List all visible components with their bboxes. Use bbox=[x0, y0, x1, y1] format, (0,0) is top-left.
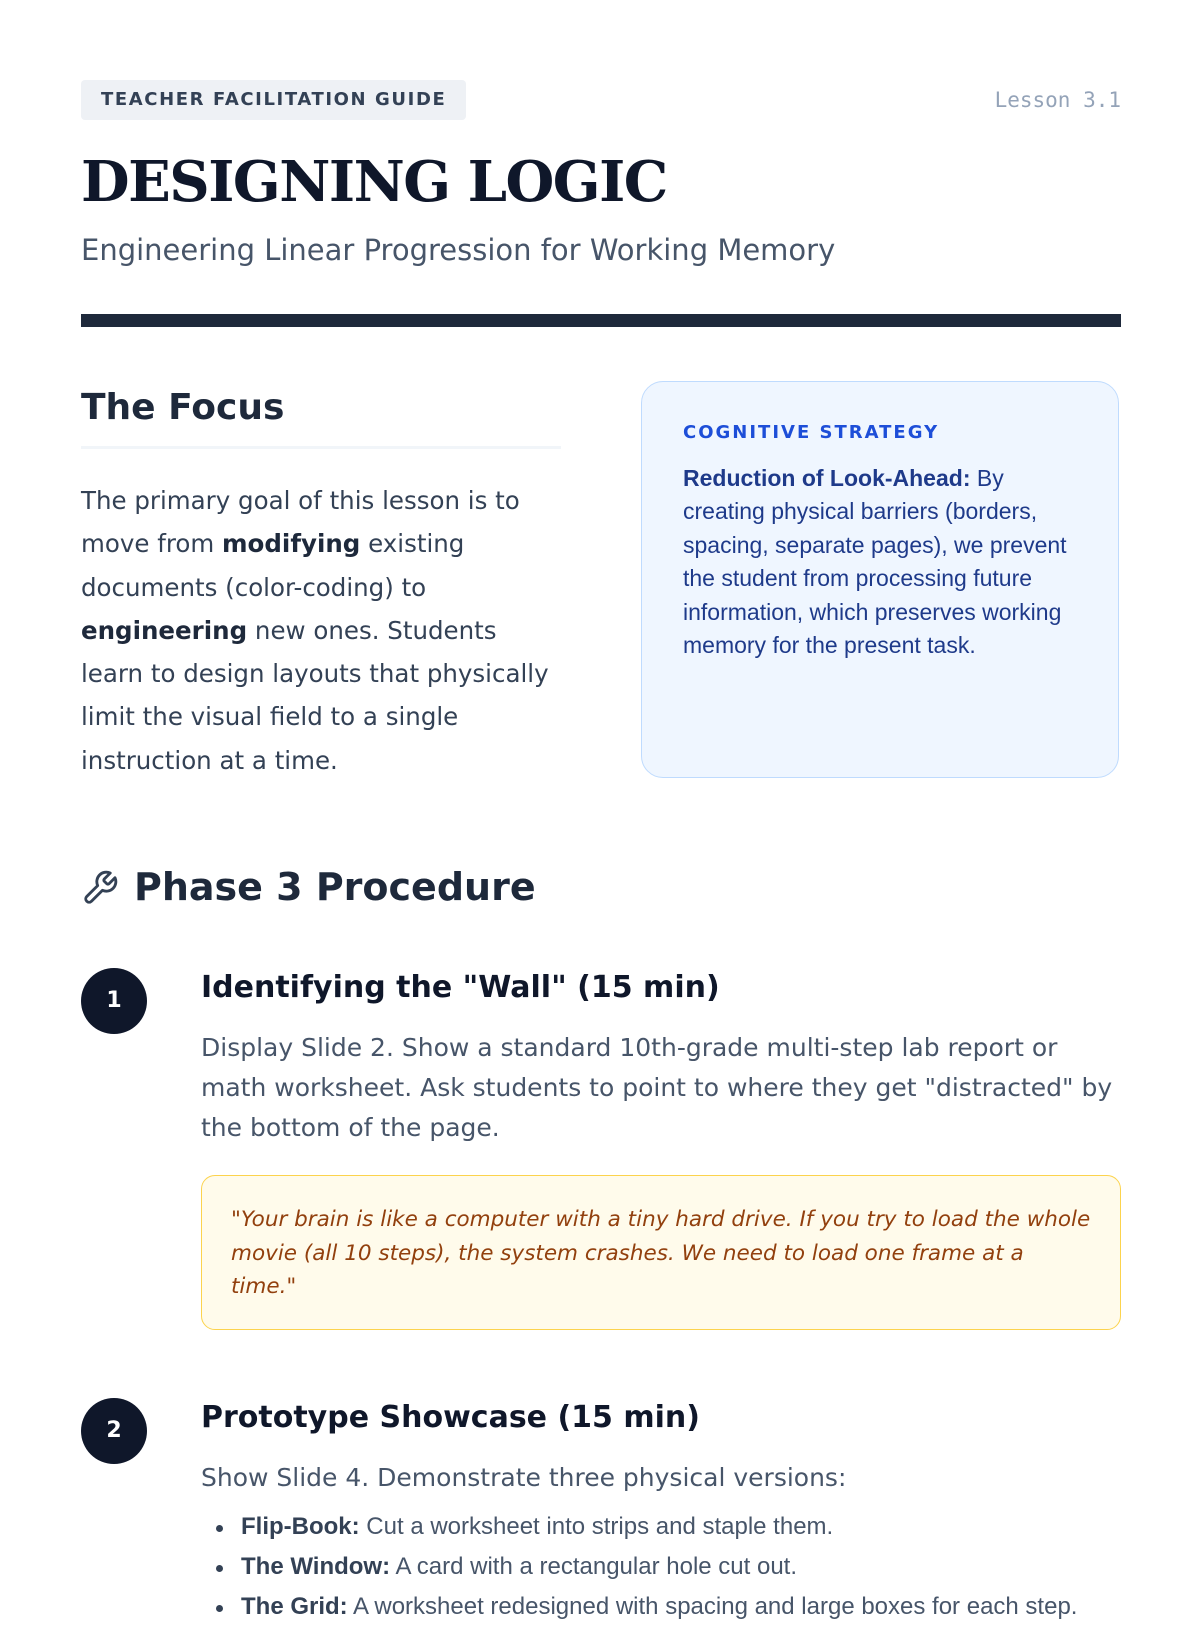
strategy-text bbox=[683, 462, 1083, 662]
lesson-number: Lesson 3.1 bbox=[994, 88, 1121, 112]
list-item-term: The Window: bbox=[241, 1553, 391, 1580]
step-description: Show Slide 4. Demonstrate three physical versions: bbox=[201, 1463, 847, 1492]
step-number-badge: 1 bbox=[81, 968, 147, 1034]
title-divider bbox=[81, 314, 1121, 327]
list-item-text: Cut a worksheet into strips and staple them. bbox=[359, 1513, 834, 1540]
page-title: DESIGNING LOGIC bbox=[81, 149, 667, 215]
step-description: Display Slide 2. Show a standard 10th-grade multi-step lab report or math worksheet. Ask students to point to where they get "distracted" by the bottom of the page. bbox=[201, 1033, 1113, 1142]
page-subtitle: Engineering Linear Progression for Working Memory bbox=[81, 233, 836, 267]
cognitive-strategy-card bbox=[641, 381, 1119, 778]
prototype-list bbox=[201, 1507, 1121, 1627]
focus-heading: The Focus bbox=[81, 387, 285, 428]
list-item-term: The Grid: bbox=[241, 1593, 348, 1620]
focus-paragraph bbox=[81, 479, 561, 782]
focus-text-3: new ones. Students learn to design layouts that physically limit the visual field to a single instruction at a time. bbox=[81, 615, 549, 775]
focus-emphasis-modifying: modifying bbox=[222, 529, 361, 559]
step-title: Identifying the "Wall" (15 min) bbox=[201, 970, 720, 1005]
focus-divider bbox=[81, 446, 561, 449]
list-item-term: Flip-Book: bbox=[241, 1513, 360, 1540]
strategy-term: Reduction of Look-Ahead: bbox=[683, 465, 971, 491]
list-item bbox=[201, 1587, 1121, 1627]
list-item-text: A worksheet redesigned with spacing and large boxes for each step. bbox=[347, 1593, 1078, 1620]
list-item-text: A card with a rectangular hole cut out. bbox=[390, 1553, 798, 1580]
quote-text: "Your brain is like a computer with a tiny hard drive. If you try to load the whole movie (all 10 steps), the system crashes. We need to load one frame at a time." bbox=[231, 1207, 1091, 1299]
header-row bbox=[81, 80, 1121, 120]
wrench-icon bbox=[81, 869, 119, 907]
step-number-badge: 2 bbox=[81, 1398, 147, 1464]
focus-text-1: The primary goal of this lesson is to move from bbox=[81, 486, 520, 559]
guide-type-badge: TEACHER FACILITATION GUIDE bbox=[81, 80, 466, 120]
list-item bbox=[201, 1547, 1121, 1587]
procedure-heading: Phase 3 Procedure bbox=[134, 865, 536, 909]
strategy-description: By creating physical barriers (borders, spacing, separate pages), we prevent the student from processing future information, which preserves working memory for the present task. bbox=[683, 465, 1067, 659]
strategy-label: COGNITIVE STRATEGY bbox=[683, 422, 940, 443]
teacher-script-quote bbox=[201, 1175, 1121, 1330]
focus-text-2: existing documents (color-coding) to bbox=[81, 529, 465, 602]
focus-emphasis-engineering: engineering bbox=[81, 615, 248, 645]
step-title: Prototype Showcase (15 min) bbox=[201, 1400, 700, 1435]
list-item bbox=[201, 1507, 1121, 1547]
